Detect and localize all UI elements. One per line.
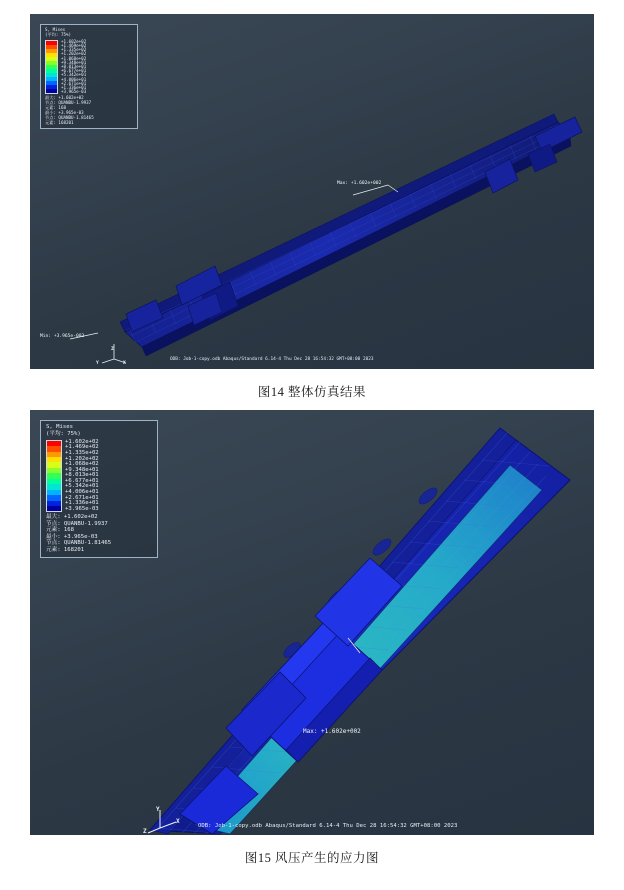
legend-subtitle: (平均: 75%) — [45, 32, 72, 38]
legend-extreme-line: 元素: 168 — [46, 527, 75, 534]
legend-extreme-line: 最小: +3.965e-03 — [45, 109, 84, 115]
legend-extreme-line: 最大: +1.602e+02 — [45, 95, 84, 101]
legend-value: +3.965e-03 — [65, 505, 99, 512]
legend-subtitle: (平均: 75%) — [46, 430, 81, 437]
legend-value: +2.671e+01 — [65, 494, 99, 501]
legend-value: +1.068e+02 — [65, 461, 99, 468]
legend-extreme-line: 节点: QUANBU-1.81465 — [45, 114, 94, 120]
legend-color-scale — [45, 40, 133, 95]
legend-value: +1.336e+01 — [65, 500, 99, 507]
legend-value: +1.202e+02 — [61, 51, 87, 57]
viewport-status-text: ODB: Job-1-copy.odb Abaqus/Standard 6.14-4 Thu Dec 28 16:54:32 GMT+08:00 2023 — [170, 357, 374, 362]
legend-value: +2.671e+01 — [61, 80, 87, 86]
legend-value: +8.013e+01 — [65, 472, 99, 479]
legend-value: +5.342e+01 — [65, 483, 99, 490]
legend-value: +1.335e+02 — [65, 449, 99, 456]
legend-value-labels — [65, 440, 99, 513]
axis-label-x: X — [176, 818, 180, 825]
legend-color-scale — [46, 440, 152, 513]
legend-value: +6.677e+01 — [65, 477, 99, 484]
legend-extreme-line: 元素: 168201 — [45, 119, 74, 125]
legend-value-labels — [61, 40, 86, 95]
legend-value: +4.006e+01 — [61, 76, 87, 82]
legend-value: +1.068e+02 — [61, 55, 87, 61]
legend-extreme-line: 元素: 168201 — [46, 546, 85, 553]
legend-title: S, Mises — [46, 424, 73, 430]
legend-value: +3.965e-03 — [61, 89, 87, 95]
figure-caption: 图15 风压产生的应力图 — [244, 851, 380, 865]
legend-value: +1.469e+02 — [61, 43, 87, 49]
legend-value: +1.469e+02 — [65, 444, 99, 451]
figure-caption: 图14 整体仿真结果 — [257, 385, 367, 399]
axis-label-z: Z — [111, 347, 114, 352]
legend-value: +1.202e+02 — [65, 455, 99, 462]
legend-extreme-line: 节点: QUANBU-1.9937 — [46, 520, 108, 527]
contour-legend — [40, 24, 138, 129]
max-stress-annotation: Max: +1.602e+002 — [337, 181, 382, 186]
legend-value: +9.348e+01 — [65, 466, 99, 473]
legend-extreme-line: 元素: 168 — [45, 105, 66, 111]
legend-value: +5.342e+01 — [61, 72, 87, 78]
legend-value: +6.677e+01 — [61, 68, 87, 74]
legend-swatches — [45, 40, 58, 95]
legend-extreme-line: 最大: +1.602e+02 — [46, 514, 98, 521]
legend-value: +9.348e+01 — [61, 59, 87, 65]
legend-extremes — [46, 514, 152, 553]
legend-value: +1.602e+02 — [61, 38, 87, 44]
abaqus-viewport-detail — [30, 410, 594, 835]
legend-extreme-line: 最小: +3.965e-03 — [46, 533, 98, 540]
axis-label-y: Y — [156, 806, 160, 813]
viewport-status-text: ODB: Job-1-copy.odb Abaqus/Standard 6.14-4 Thu Dec 28 16:54:32 GMT+08:00 2023 — [198, 823, 458, 829]
figure-15 — [30, 410, 594, 866]
axis-label-x: X — [123, 361, 126, 366]
legend-swatches — [46, 440, 62, 513]
legend-value: +4.006e+01 — [65, 489, 99, 496]
contour-legend — [40, 420, 158, 558]
legend-value: +8.013e+01 — [61, 64, 87, 70]
figure-14 — [30, 14, 594, 400]
legend-value: +1.602e+02 — [65, 438, 99, 445]
legend-extremes — [45, 96, 133, 125]
legend-value: +1.335e+02 — [61, 47, 87, 53]
axis-label-y: Y — [96, 361, 99, 366]
axis-label-z: Z — [143, 828, 147, 835]
legend-extreme-line: 节点: QUANBU-1.81465 — [46, 540, 112, 547]
max-stress-annotation: Max: +1.602e+002 — [303, 728, 361, 735]
min-stress-annotation: Min: +3.965e-003 — [40, 334, 85, 339]
legend-value: +1.336e+01 — [61, 85, 87, 91]
legend-extreme-line: 节点: QUANBU-1.9937 — [45, 100, 92, 106]
abaqus-viewport-overall — [30, 14, 594, 369]
legend-title: S, Mises — [45, 27, 66, 32]
